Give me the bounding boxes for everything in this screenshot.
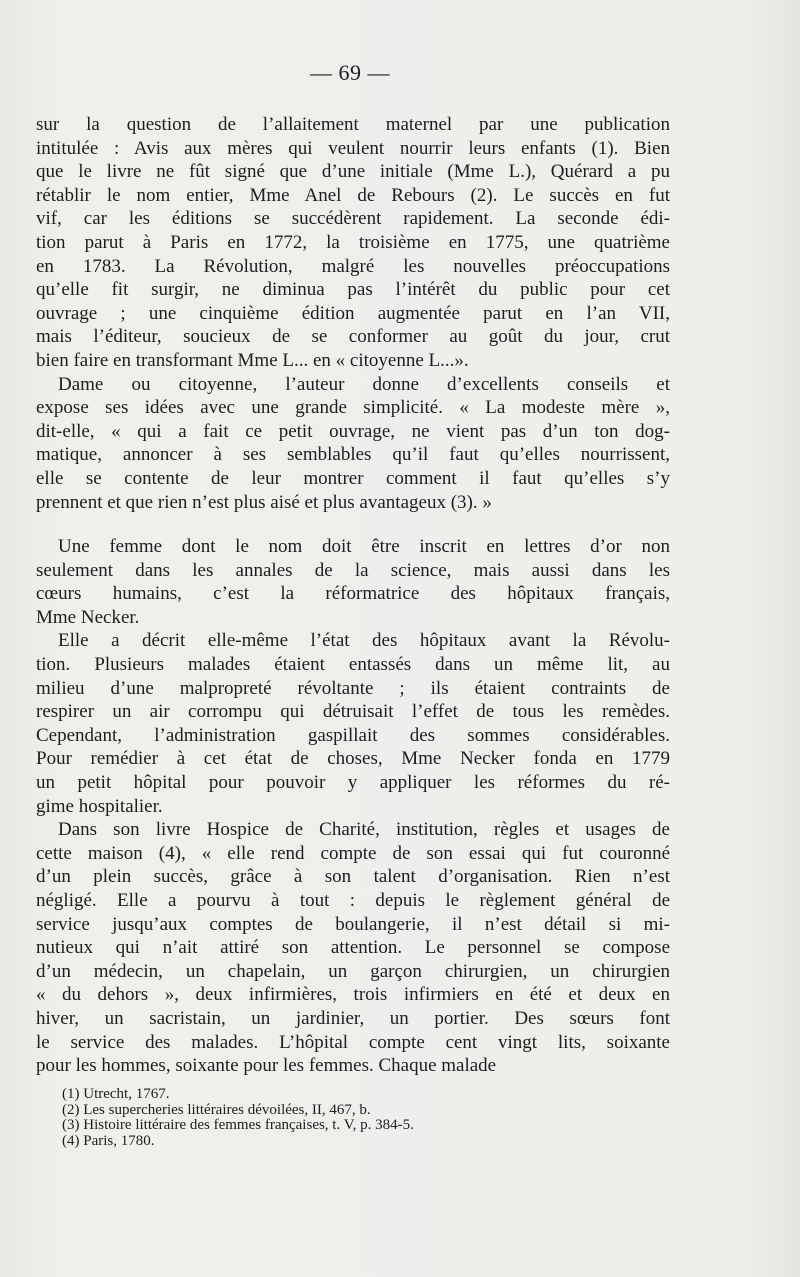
text-line: que le livre ne fût signé que d’une initiale (Mme L.), Quérard a pu [36, 161, 670, 183]
text-line: vif, car les éditions se succédèrent rapidement. La seconde édi- [36, 208, 670, 230]
paragraph [36, 113, 670, 373]
body-text [36, 113, 670, 1078]
text-line: pour les hommes, soixante pour les femmes. Chaque malade [36, 1055, 497, 1077]
text-line: gime hospitalier. [36, 795, 163, 817]
text-line: elle se contente de leur montrer comment il faut qu’elles s’y [36, 467, 670, 489]
text-line: qu’elle fit surgir, ne diminua pas l’intérêt du public pour cet [36, 279, 670, 301]
text-line: dit-elle, « qui a fait ce petit ouvrage, ne vient pas d’un ton dog- [36, 420, 670, 442]
text-line: mais l’éditeur, soucieux de se conformer au goût du jour, crut [36, 326, 670, 348]
text-line: intitulée : Avis aux mères qui veulent nourrir leurs enfants (1). Bien [36, 137, 670, 159]
text-line: bien faire en transformant Mme L... en « citoyenne L...». [36, 349, 469, 371]
paragraph [36, 818, 670, 1078]
text-line: tion parut à Paris en 1772, la troisième en 1775, une quatrième [36, 231, 670, 253]
text-line: ouvrage ; une cinquième édition augmentée parut en l’an VII, [36, 302, 670, 324]
text-line: tion. Plusieurs malades étaient entassés dans un même lit, au [36, 654, 670, 676]
text-line: hiver, un sacristain, un jardinier, un portier. Des sœurs font [36, 1007, 670, 1029]
footnote: (4) Paris, 1780. [62, 1132, 155, 1149]
text-line: rétablir le nom entier, Mme Anel de Rebours (2). Le succès en fut [36, 184, 670, 206]
footnote: (3) Histoire littéraire des femmes françaises, t. V, p. 384-5. [62, 1117, 414, 1133]
text-line: un petit hôpital pour pouvoir y appliquer les réformes du ré- [36, 772, 670, 794]
text-line: d’un plein succès, grâce à son talent d’organisation. Rien n’est [36, 866, 670, 888]
text-line: en 1783. La Révolution, malgré les nouvelles préoccupations [36, 255, 670, 277]
text-line: Pour remédier à cet état de choses, Mme Necker fonda en 1779 [36, 748, 670, 770]
text-line: Une femme dont le nom doit être inscrit en lettres d’or non [58, 536, 670, 558]
footnotes [62, 1087, 622, 1149]
text-line: prennent et que rien n’est plus aisé et plus avantageux (3). » [36, 491, 492, 513]
text-line: expose ses idées avec une grande simplicité. « La modeste mère », [36, 397, 670, 419]
text-line: négligé. Elle a pourvu à tout : depuis le règlement général de [36, 890, 670, 911]
paragraph [36, 629, 670, 818]
text-line: d’un médecin, un chapelain, un garçon chirurgien, un chirurgien [36, 960, 670, 982]
footnote: (1) Utrecht, 1767. [62, 1086, 170, 1102]
paragraph [36, 373, 670, 515]
text-line: Mme Necker. [36, 606, 140, 628]
text-line: milieu d’une malpropreté révoltante ; ils étaient contraints de [36, 677, 670, 699]
text-line: « du dehors », deux infirmières, trois infirmiers en été et deux en [36, 984, 670, 1006]
text-line: cœurs humains, c’est la réformatrice des hôpitaux français, [36, 583, 670, 605]
text-line: cette maison (4), « elle rend compte de son essai qui fut couronné [36, 842, 670, 864]
text-line: Cependant, l’administration gaspillait des sommes considérables. [36, 724, 670, 746]
text-line: Elle a décrit elle-même l’état des hôpitaux avant la Révolu- [58, 630, 670, 652]
text-line: Dame ou citoyenne, l’auteur donne d’excellents conseils et [58, 373, 670, 395]
text-line: Dans son livre Hospice de Charité, institution, règles et usages de [58, 819, 670, 841]
text-line: matique, annoncer à ses semblables qu’il faut qu’elles nourrissent, [36, 444, 670, 466]
text-line: le service des malades. L’hôpital compte cent vingt lits, soixante [36, 1031, 670, 1053]
text-line: nutieux qui n’ait attiré son attention. Le personnel se compose [36, 937, 670, 959]
footnote: (2) Les supercheries littéraires dévoilées, II, 467, b. [62, 1101, 371, 1118]
text-line: sur la question de l’allaitement maternel par une publication [36, 114, 670, 135]
text-line: seulement dans les annales de la science, mais aussi dans les [36, 559, 670, 581]
text-line: service jusqu’aux comptes de boulangerie, il n’est détail si mi- [36, 913, 670, 935]
paragraph [36, 535, 670, 629]
text-line: respirer un air corrompu qui détruisait l’effet de tous les remèdes. [36, 701, 670, 723]
page-number: — 69 — [310, 60, 390, 85]
